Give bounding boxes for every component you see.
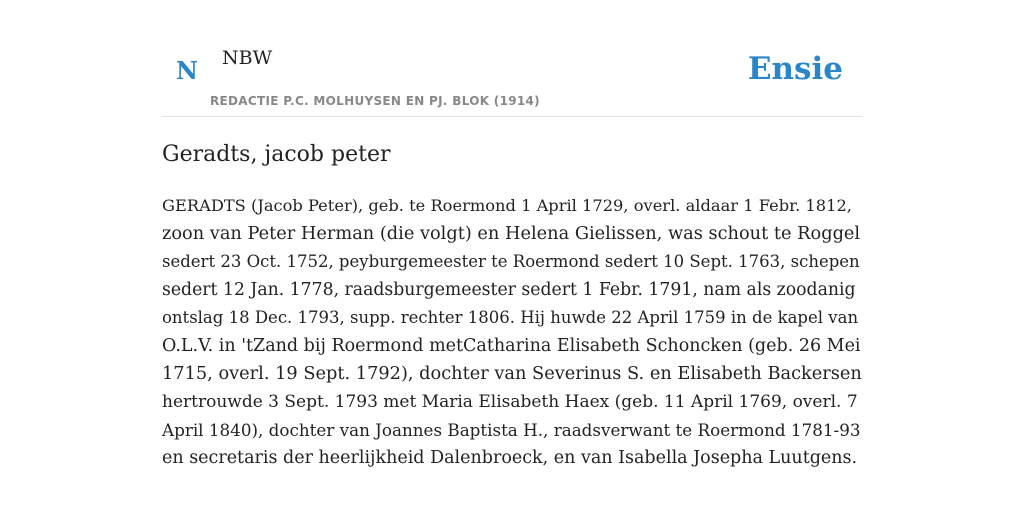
article-line: GERADTS (Jacob Peter), geb. te Roermond 1 April 1729, overl. aldaar 1 Febr. 1812, — [162, 196, 852, 215]
article-body — [162, 192, 862, 472]
article-line: ontslag 18 Dec. 1793, supp. rechter 1806. Hij huwde 22 April 1759 in de kapel van — [162, 308, 859, 327]
nbw-logo-icon[interactable]: N — [176, 56, 198, 85]
article-line: hertrouwde 3 Sept. 1793 met Maria Elisabeth Haex (geb. 11 April 1769, overl. 7 — [162, 392, 858, 412]
source-editors: REDACTIE P.C. MOLHUYSEN EN PJ. BLOK (1914) — [210, 94, 540, 108]
page-title: Geradts, jacob peter — [162, 142, 391, 167]
article-line: 1715, overl. 19 Sept. 1792), dochter van Severinus S. en Elisabeth Backersen — [162, 364, 862, 384]
site-header — [162, 0, 862, 117]
ensie-logo[interactable]: Ensie — [747, 51, 843, 87]
article-line: zoon van Peter Herman (die volgt) en Helena Gielissen, was schout te Roggel — [162, 224, 861, 244]
article-line: April 1840), dochter van Joannes Baptista H., raadsverwant te Roermond 1781-93 — [162, 420, 861, 440]
article-line: en secretaris der heerlijkheid Dalenbroeck, en van Isabella Josepha Luutgens. — [162, 448, 858, 468]
source-title[interactable]: NBW — [222, 47, 273, 69]
article-line: O.L.V. in 'tZand bij Roermond metCatharina Elisabeth Schoncken (geb. 26 Mei — [162, 336, 861, 356]
article-line: sedert 12 Jan. 1778, raadsburgemeester sedert 1 Febr. 1791, nam als zoodanig — [162, 280, 856, 300]
article-line: sedert 23 Oct. 1752, peyburgemeester te Roermond sedert 10 Sept. 1763, schepen — [162, 252, 860, 271]
